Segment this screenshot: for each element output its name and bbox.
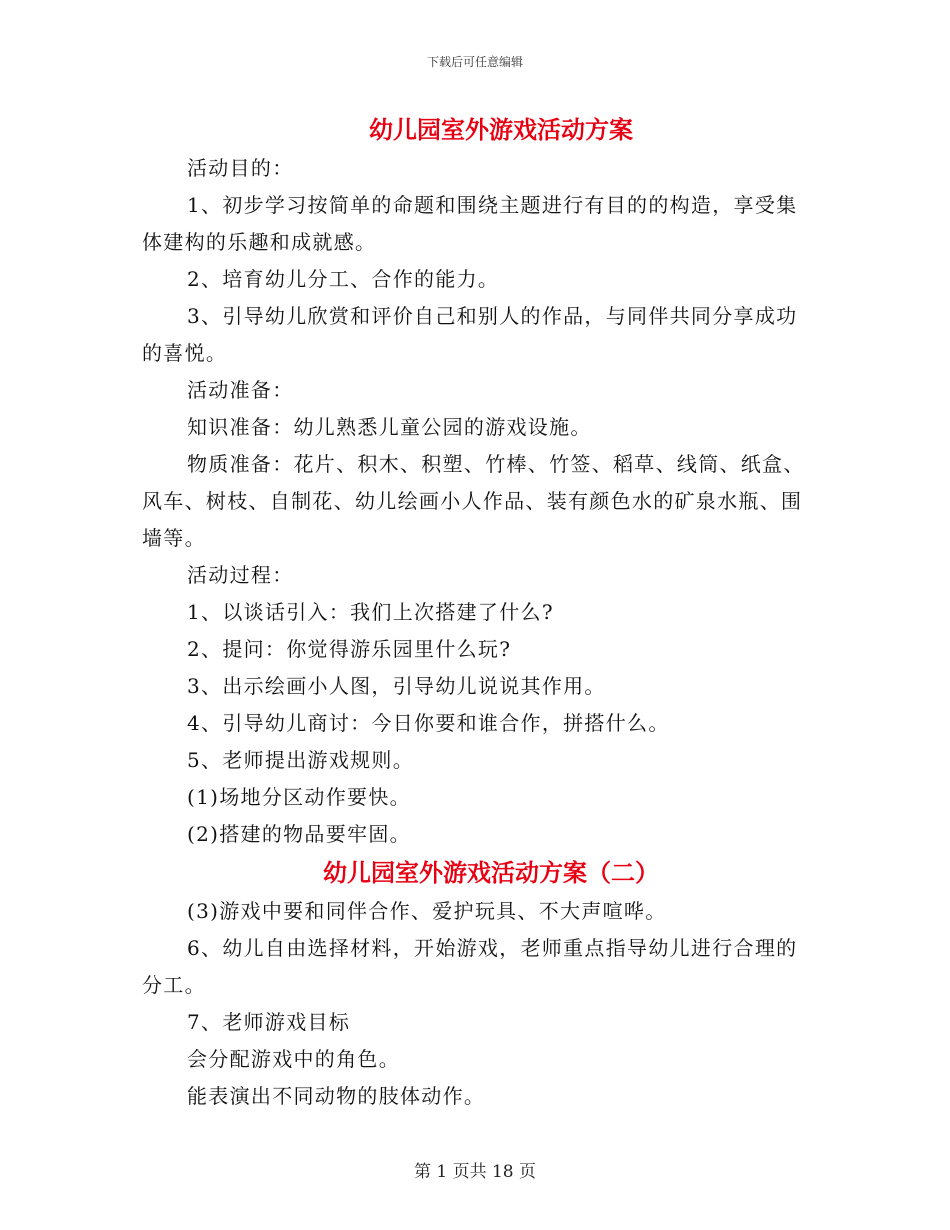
paragraph-prep-knowledge: 知识准备：幼儿熟悉儿童公园的游戏设施。 xyxy=(187,415,592,439)
paragraph-process-5: 5、老师提出游戏规则。 xyxy=(187,748,415,772)
paragraph-goal-2: 2、培育幼儿分工、合作的能力。 xyxy=(187,267,500,291)
paragraph-rule-3: (3)游戏中要和同伴合作、爱护玩具、不大声喧哗。 xyxy=(187,899,667,923)
paragraph-process-2: 2、提问：你觉得游乐园里什么玩? xyxy=(187,637,512,661)
paragraph-process-heading: 活动过程： xyxy=(187,563,294,587)
paragraph-target-1: 会分配游戏中的角色。 xyxy=(187,1047,400,1071)
paragraph-prep-materials: 物质准备：花片、积木、积塑、竹棒、竹签、稻草、线筒、纸盒、风车、树枝、自制花、幼儿绘画小人作品、装有颜色水的矿泉水瓶、围墙等。 xyxy=(142,452,805,550)
paragraph-process-7: 7、老师游戏目标 xyxy=(187,1010,351,1034)
paragraph-process-6: 6、幼儿自由选择材料，开始游戏，老师重点指导幼儿进行合理的分工。 xyxy=(142,936,798,997)
paragraph-rule-1: (1)场地分区动作要快。 xyxy=(187,785,411,809)
paragraph-target-2: 能表演出不同动物的肢体动作。 xyxy=(187,1084,486,1108)
paragraph-process-3: 3、出示绘画小人图，引导幼儿说说其作用。 xyxy=(187,674,606,698)
document-title: 幼儿园室外游戏活动方案 xyxy=(369,115,633,144)
document-title-2: 幼儿园室外游戏活动方案（二） xyxy=(323,858,659,887)
paragraph-goal-3: 3、引导幼儿欣赏和评价自己和别人的作品，与同伴共同分享成功的喜悦。 xyxy=(142,304,798,365)
paragraph-goal-1: 1、初步学习按简单的命题和围绕主题进行有目的的构造，享受集体建构的乐趣和成就感。 xyxy=(142,193,798,254)
page-header: 下载后可任意编辑 xyxy=(426,55,523,69)
document-body xyxy=(142,110,810,1115)
paragraph-process-1: 1、以谈话引入：我们上次搭建了什么? xyxy=(187,600,554,624)
page-footer: 第 1 页共 18 页 xyxy=(413,1162,537,1182)
paragraph-rule-2: (2)搭建的物品要牢固。 xyxy=(187,822,411,846)
paragraph-process-4: 4、引导幼儿商讨：今日你要和谁合作，拼搭什么。 xyxy=(187,711,670,735)
paragraph-goal-heading: 活动目的： xyxy=(187,156,294,180)
paragraph-prep-heading: 活动准备： xyxy=(187,378,294,402)
